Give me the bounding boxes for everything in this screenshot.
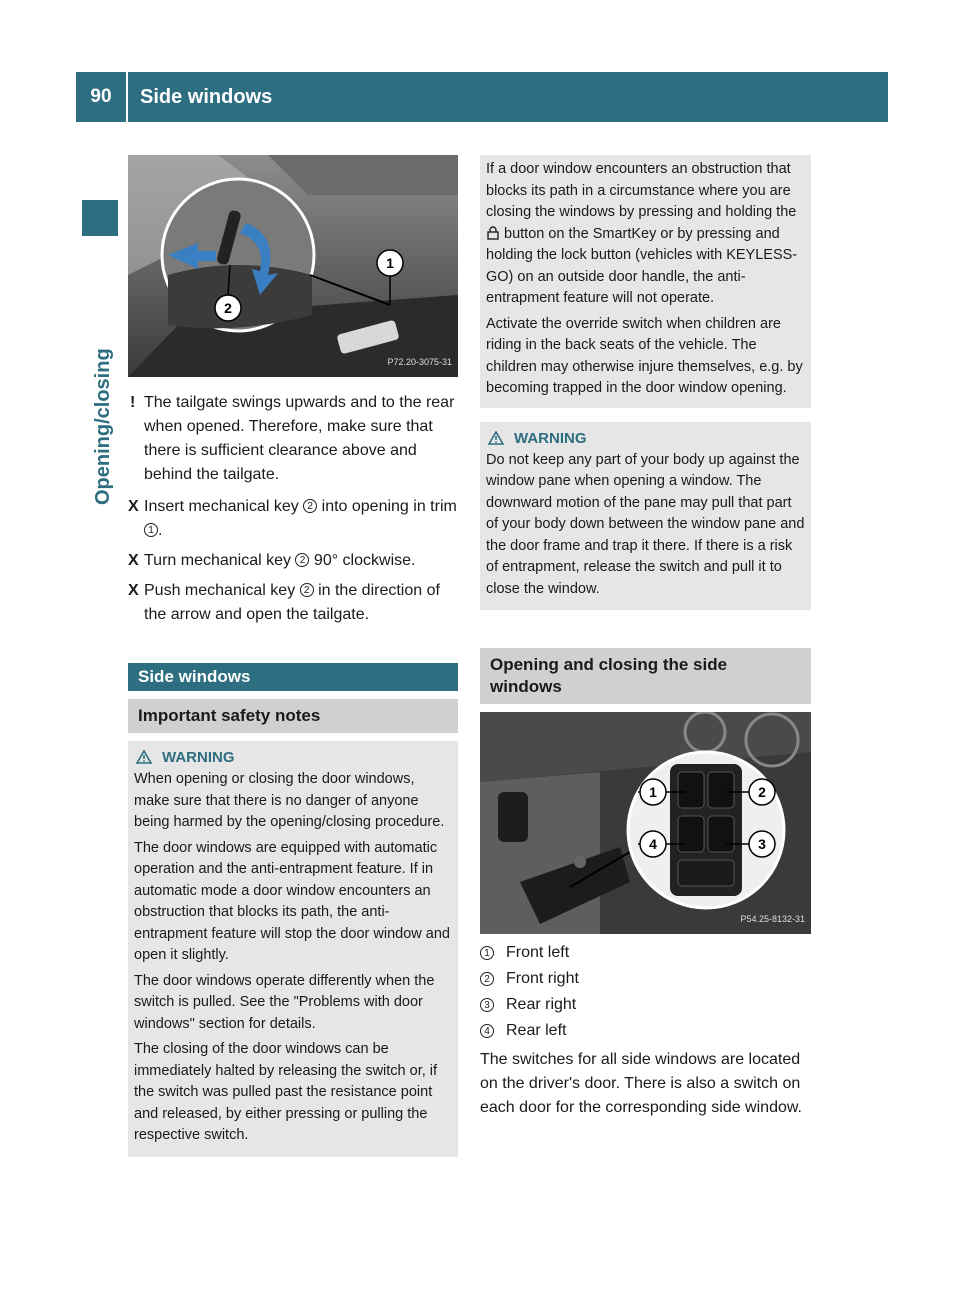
callout-3: 3 [480, 998, 494, 1012]
step-1 [128, 495, 458, 543]
step-text: into opening in trim [317, 498, 457, 515]
section-heading: Side windows [128, 663, 458, 691]
caution-note [128, 391, 458, 487]
lock-icon [486, 226, 500, 240]
side-tab-label: Opening/closing [92, 348, 114, 505]
svg-text:4: 4 [649, 836, 657, 852]
warning-label: WARNING [162, 749, 235, 766]
legend-item [480, 940, 811, 966]
info-paragraph [486, 159, 805, 310]
step-text: Turn mechanical key [144, 552, 296, 569]
page-title: Side windows [140, 86, 273, 108]
legend-label: Rear right [506, 996, 577, 1013]
svg-text:2: 2 [758, 784, 766, 800]
legend-label: Rear left [506, 1022, 567, 1039]
step-arrow-icon: X [128, 552, 139, 569]
warning-heading [486, 428, 805, 450]
figure-code: P72.20-3075-31 [387, 357, 452, 367]
tailgate-key-illustration [128, 155, 458, 377]
subsection-heading: Important safety notes [128, 699, 458, 733]
legend-label: Front left [506, 944, 570, 961]
legend-label: Front right [506, 970, 579, 987]
warning-paragraph: The door windows operate differently when the switch is pulled. See the "Problems with door windows" section for details. [134, 972, 435, 1032]
legend-item [480, 966, 811, 992]
legend-item [480, 992, 811, 1018]
step-3 [128, 579, 458, 627]
step-2 [128, 549, 458, 573]
subsection-heading: Opening and closing the side windows [480, 648, 811, 704]
callout-2: 2 [480, 972, 494, 986]
warning-box-2 [480, 422, 811, 611]
warning-triangle-icon [488, 431, 504, 445]
window-switch-figure [480, 712, 811, 934]
callout-2: 2 [303, 499, 317, 513]
step-arrow-icon: X [128, 582, 139, 599]
closing-paragraph: The switches for all side windows are located on the driver's door. There is also a switch on each door for the corresponding side window. [480, 1051, 802, 1116]
warning-paragraph: The closing of the door windows can be immediately halted by releasing the switch or, if the switch was pulled past the resistance point and released, by either pressing or pulling the respective switch. [134, 1041, 438, 1143]
warning-paragraph: When opening or closing the door windows, make sure that there is no danger of anyone being harmed by the opening/closing procedure. [134, 771, 445, 830]
step-arrow-icon: X [128, 498, 139, 515]
callout-1: 1 [480, 946, 494, 960]
svg-text:1: 1 [386, 255, 394, 271]
left-column [128, 155, 458, 1157]
legend-list [480, 940, 811, 1044]
svg-text:3: 3 [758, 836, 766, 852]
warning-label: WARNING [514, 429, 587, 447]
warning-paragraph: The door windows are equipped with automatic operation and the anti-entrapment feature. If in automatic mode a door window encounters an obstruction that blocks its path, the anti-entrapment feature will stop the door window and open it slightly. [134, 839, 450, 963]
svg-text:2: 2 [224, 300, 232, 316]
side-tab-marker [82, 200, 118, 236]
right-column [480, 155, 811, 1120]
warning-box [128, 741, 458, 1157]
svg-text:1: 1 [649, 784, 657, 800]
page-number: 90 [90, 86, 112, 107]
callout-2: 2 [295, 553, 309, 567]
figure-code: P54.25-8132-31 [740, 914, 805, 924]
info-text: If a door window encounters an obstruction that blocks its path in a circumstance where you are closing the windows by pressing and holding the [486, 161, 797, 220]
step-text: in the direction of the arrow and open the tailgate. [144, 582, 440, 623]
callout-4: 4 [480, 1024, 494, 1038]
legend-item [480, 1018, 811, 1044]
warning-paragraph: Do not keep any part of your body up against the window pane when opening a window. The downward motion of the pane may pull that part of your body down between the window pane and the door frame and trap it there. If there is a risk of entrapment, release the switch and pull it to close the window. [486, 451, 805, 597]
step-text: 90° clockwise. [309, 552, 416, 569]
step-text: Push mechanical key [144, 582, 300, 599]
warning-heading [134, 747, 452, 769]
tailgate-key-figure [128, 155, 458, 377]
step-text: . [158, 522, 163, 539]
header-divider [126, 72, 128, 122]
window-switch-illustration [480, 712, 811, 934]
callout-1: 1 [144, 523, 158, 537]
info-text: button on the SmartKey or by pressing and holding the lock button (vehicles with KEYLESS-GO) on an outside door handle, the anti-entrapment feature will not operate. [486, 225, 798, 306]
warning-triangle-icon [136, 750, 152, 764]
caution-icon: ! [130, 394, 136, 411]
info-box [480, 155, 811, 408]
callout-2: 2 [300, 583, 314, 597]
caution-text: The tailgate swings upwards and to the rear when opened. Therefore, make sure that there is sufficient clearance above and behind the tailgate. [144, 394, 455, 483]
info-paragraph: Activate the override switch when children are riding in the back seats of the vehicle. The children may otherwise injure themselves, e.g. by becoming trapped in the door window opening. [486, 315, 803, 396]
step-text: Insert mechanical key [144, 498, 304, 515]
